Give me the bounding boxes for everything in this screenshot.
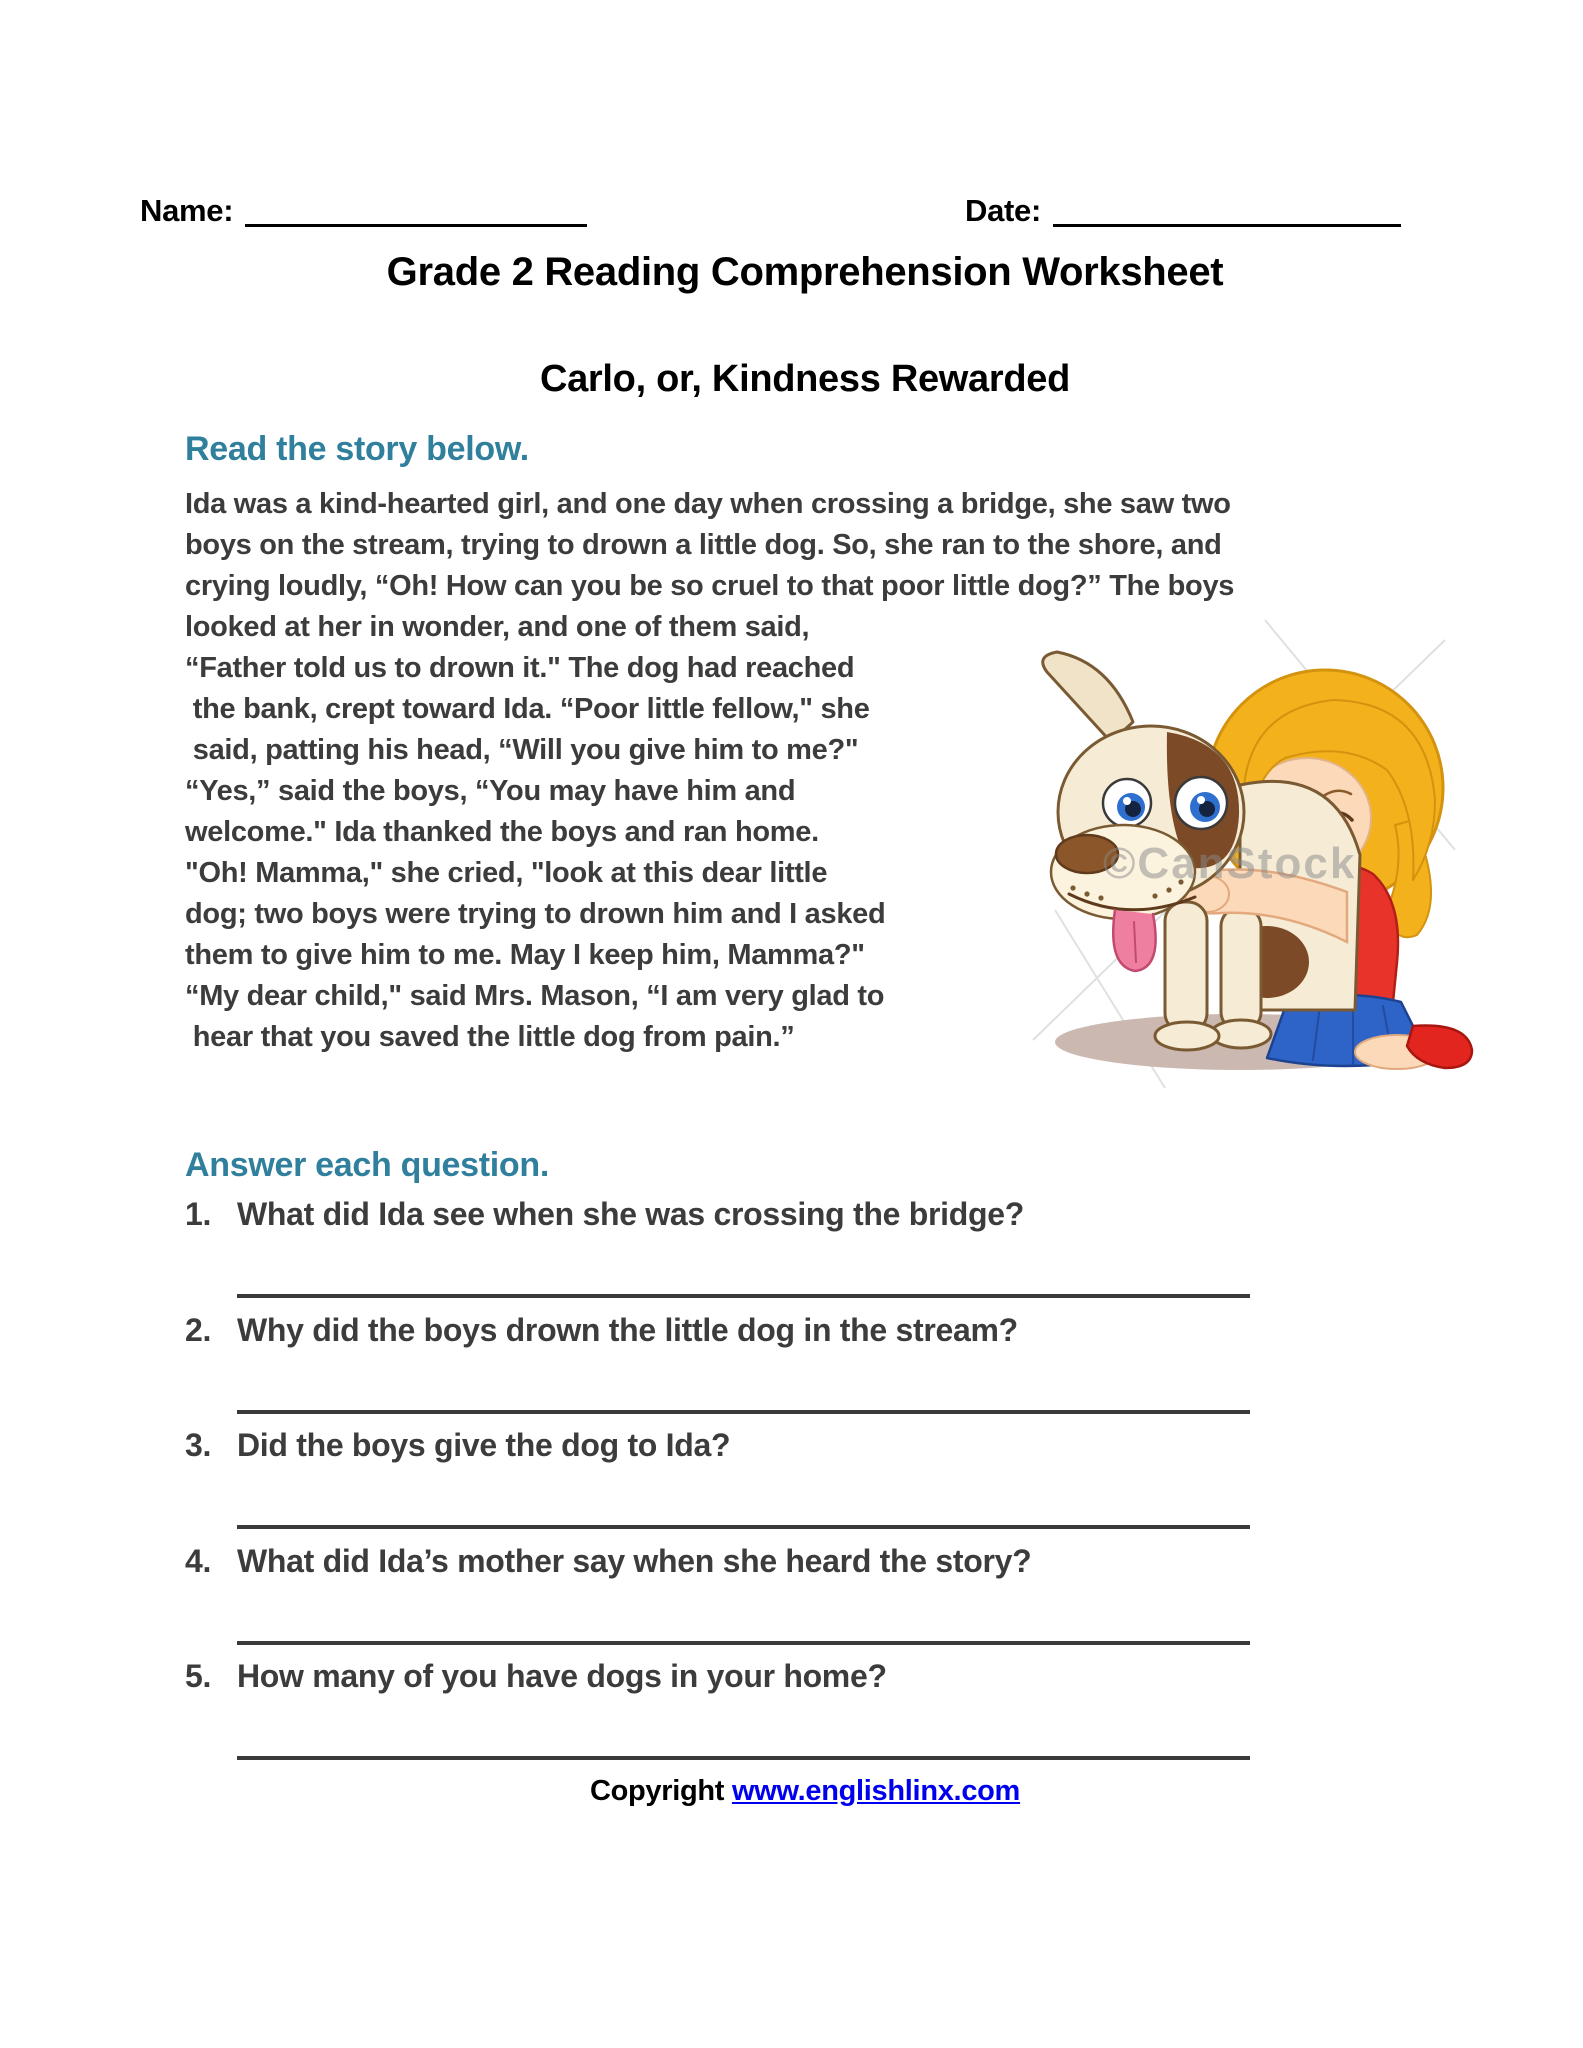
name-label: Name: [140,193,234,228]
question-2 [185,1312,1018,1349]
question-number: 1. [185,1196,212,1232]
read-story-instruction: Read the story below. [185,430,529,468]
copyright-link[interactable]: www.englishlinx.com [731,1775,1021,1807]
story-line: “My dear child," said Mrs. Mason, “I am very glad to [185,980,885,1012]
question-3 [185,1427,730,1464]
question-number: 4. [185,1543,212,1579]
story-line: dog; two boys were trying to drown him and I asked [185,898,886,930]
answer-blank-line-2 [237,1410,1250,1414]
question-number: 3. [185,1427,212,1463]
date-field [965,193,1401,229]
story-line: crying loudly, “Oh! How can you be so cruel to that poor little dog?” The boys [185,570,1235,602]
story-line: said, patting his head, “Will you give him to me?" [185,734,859,766]
date-label: Date: [965,193,1042,228]
question-text: How many of you have dogs in your home? [237,1658,887,1694]
question-5 [185,1658,887,1695]
question-4 [185,1543,1031,1580]
story-title: Carlo, or, Kindness Rewarded [539,358,1071,400]
question-text: Did the boys give the dog to Ida? [237,1427,731,1463]
story-line: Ida was a kind-hearted girl, and one day when crossing a bridge, she saw two [185,488,1231,520]
story-line: "Oh! Mamma," she cried, "look at this dear little [185,857,828,889]
story-line: hear that you saved the little dog from pain.” [185,1021,795,1053]
copyright-label: Copyright [589,1775,732,1807]
name-field [140,193,587,229]
answer-blank-line-3 [237,1525,1250,1529]
copyright-footer [140,1775,1470,1808]
question-1 [185,1196,1024,1233]
answer-blank-line-5 [237,1756,1250,1760]
story-line: looked at her in wonder, and one of them said, [185,611,810,643]
answer-blank-line-4 [237,1641,1250,1645]
story-line: welcome." Ida thanked the boys and ran home. [185,816,819,848]
question-text: What did Ida see when she was crossing the bridge? [237,1196,1024,1232]
story-line: boys on the stream, trying to drown a little dog. So, she ran to the shore, and [185,529,1222,561]
question-text: What did Ida’s mother say when she heard the story? [237,1543,1032,1579]
story-line: “Yes,” said the boys, “You may have him and [185,775,796,807]
story-line: “Father told us to drown it." The dog had reached [185,652,855,684]
answer-blank-line-1 [237,1294,1250,1298]
name-blank-line [245,203,587,227]
girl-hugging-dog-illustration [1015,610,1475,1088]
page-title: Grade 2 Reading Comprehension Worksheet [386,250,1224,294]
date-blank-line [1053,203,1401,227]
story-line: the bank, crept toward Ida. “Poor little fellow," she [185,693,870,725]
answer-questions-instruction: Answer each question. [185,1146,550,1184]
question-number: 2. [185,1312,212,1348]
question-text: Why did the boys drown the little dog in the stream? [237,1312,1018,1348]
name-date-row [0,193,1583,233]
story-line: them to give him to me. May I keep him, Mamma?" [185,939,865,971]
question-number: 5. [185,1658,212,1694]
stock-watermark-text: ©CanStock [1103,839,1357,888]
